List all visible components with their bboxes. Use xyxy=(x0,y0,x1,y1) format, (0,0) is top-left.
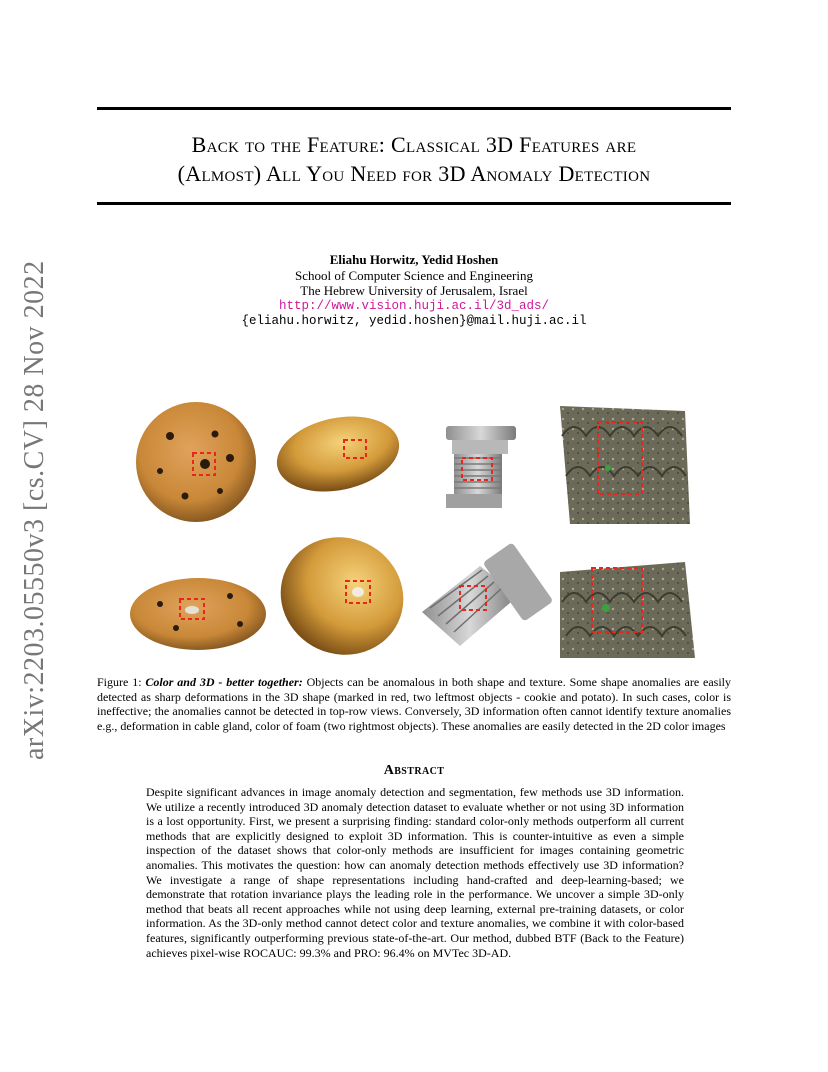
figure-1-image xyxy=(130,396,700,666)
cable-gland-top xyxy=(446,426,516,508)
title-rule-top xyxy=(97,107,731,110)
title-line-2: (Almost) All You Need for 3D Anomaly Detection xyxy=(177,161,651,186)
cookie-top xyxy=(136,402,256,522)
abstract-heading: Abstract xyxy=(383,763,445,778)
caption-text: Objects can be anomalous in both shape and texture. Some shape anomalies are easily detected as sharp deformations in the 3D shape (marked in red, two leftmost objects - cookie and potato). In such cases, color is ineffective; the anomalies cannot be detected in top-row views. Conversely, 3D information often cannot identify texture anomalies e.g., deformation in cable gland, color of foam (two rightmost objects). These anomalies are easily detected in the 2D color images xyxy=(97,675,732,733)
paper-title xyxy=(97,130,731,188)
caption-bold: Color and 3D - better together: xyxy=(145,675,303,689)
author-block xyxy=(97,252,731,330)
potato-bottom xyxy=(261,517,422,666)
author-emails: {eliahu.horwitz, yedid.hoshen}@mail.huji.ac.il xyxy=(241,314,587,329)
arxiv-stamp: arXiv:2203.05550v3 [cs.CV] 28 Nov 2022 xyxy=(19,260,50,760)
potato-top xyxy=(270,406,406,502)
project-url-link[interactable]: http://www.vision.huji.ac.il/3d_ads/ xyxy=(278,298,550,313)
abstract-body: Despite significant advances in image anomaly detection and segmentation, few methods use 3D information. We utilize a recently introduced 3D anomaly detection dataset to evaluate whether or not using 3D information is a lost opportunity. First, we present a surprising finding: standard color-only methods outperform all current methods that are explicitly designed to exploit 3D information. This is counter-intuitive as even a simple inspection of the dataset shows that color-only methods are insufficient for images containing geometric anomalies. This motivates the question: how can anomaly detection methods effectively use 3D information? We investigate a range of shape representations including hand-crafted and deep-learning-based; we demonstrate that rotation invariance plays the leading role in the performance. We uncover a simple 3D-only method that beats all recent approaches while not using deep learning, external pre-training datasets, or color information. As the 3D-only method cannot detect color and texture anomalies, we combine it with color-based features, significantly outperforming previous state-of-the-art. Our method, dubbed BTF (Back to the Feature) achieves pixel-wise ROCAUC: 99.3% and PRO: 96.4% on MVTec 3D-AD. xyxy=(146,785,684,960)
caption-label: Figure 1: xyxy=(97,675,142,689)
cookie-bottom xyxy=(130,578,266,650)
foam-bottom xyxy=(560,562,695,658)
author-names: Eliahu Horwitz, Yedid Hoshen xyxy=(329,252,499,267)
cable-gland-bottom xyxy=(422,542,553,646)
figure-1-caption xyxy=(97,675,731,733)
title-line-1: Back to the Feature: Classical 3D Features are xyxy=(191,132,637,157)
affiliation-school: School of Computer Science and Engineering xyxy=(295,267,533,283)
foam-top xyxy=(560,406,690,524)
title-rule-bottom xyxy=(97,202,731,205)
affiliation-university: The Hebrew University of Jerusalem, Israel xyxy=(300,283,528,299)
